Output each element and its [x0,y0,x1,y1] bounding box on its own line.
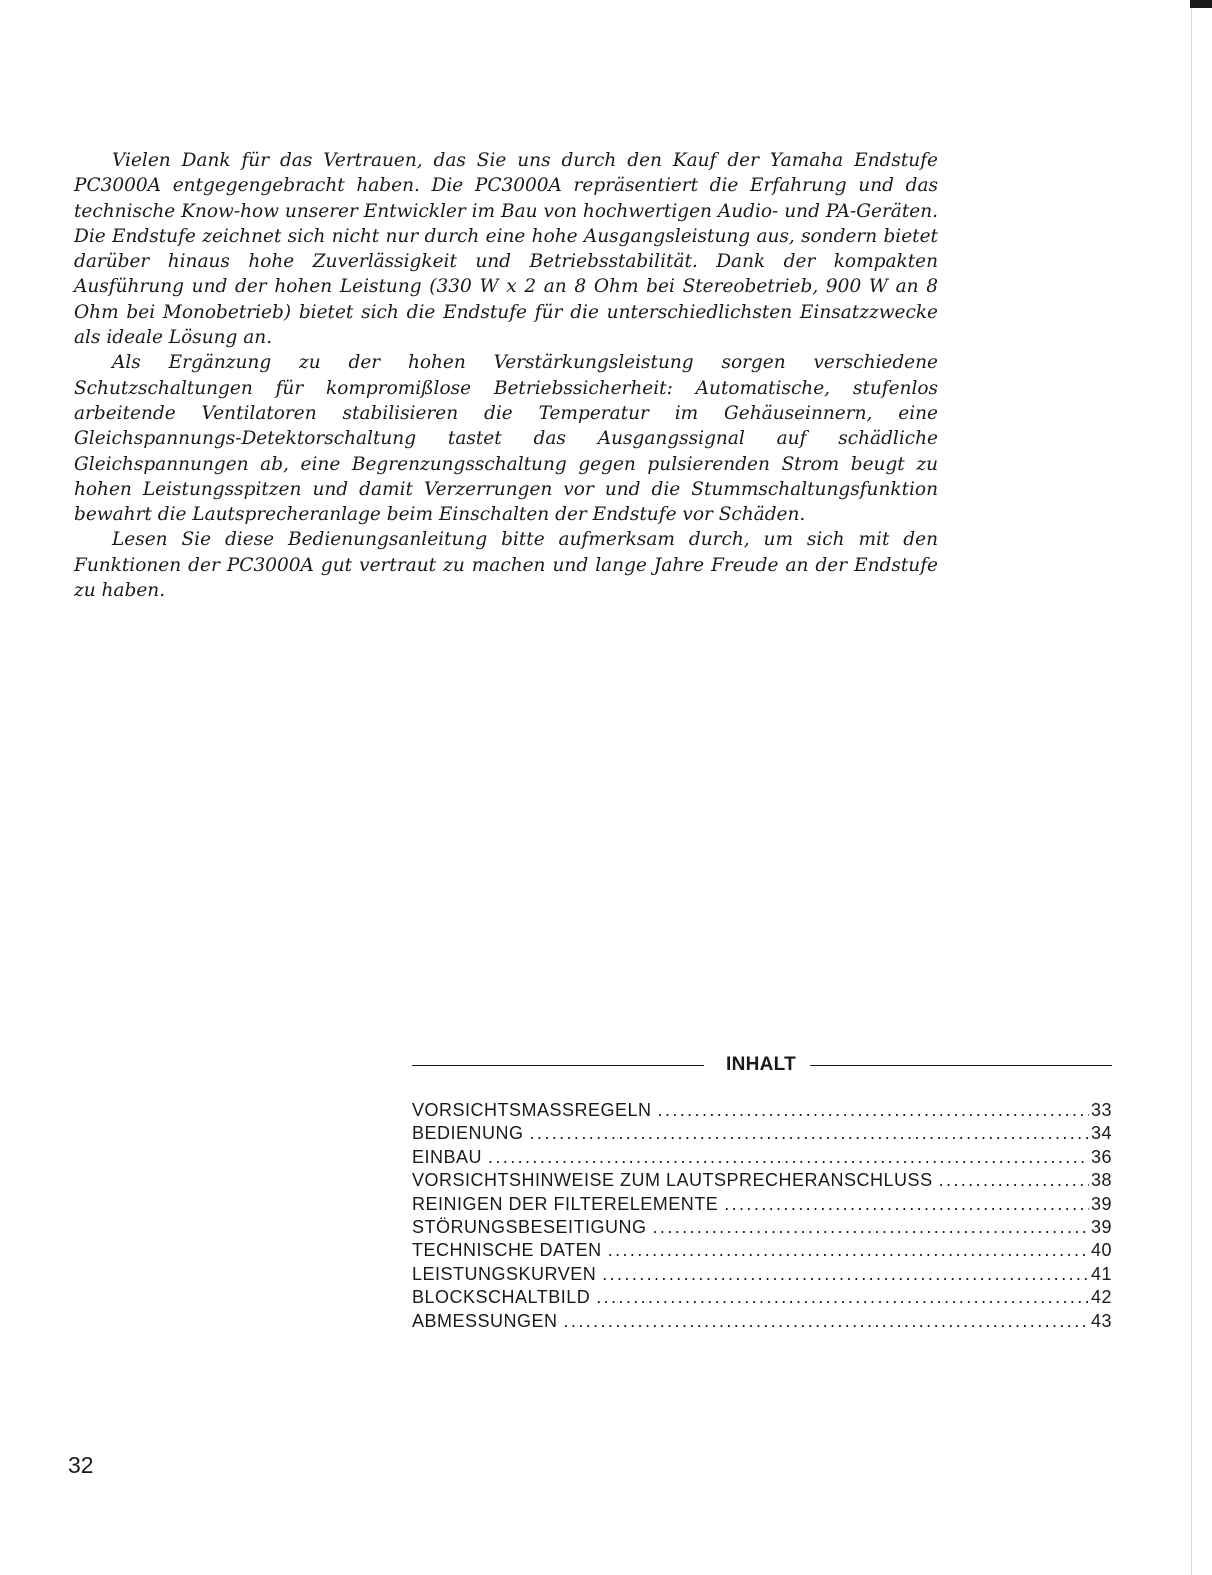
toc-entry-page: 40 [1090,1240,1112,1261]
toc-leader-dots [653,1217,1089,1238]
page-corner-mark [1190,0,1212,8]
toc-entry-label: VORSICHTSHINWEISE ZUM LAUTSPRECHERANSCHLUSS [412,1170,933,1191]
toc-entry-page: 43 [1090,1310,1112,1331]
toc-leader-dots [488,1147,1089,1168]
toc-entry-label: VORSICHTSMASSREGELN [412,1100,652,1120]
intro-paragraph: Lesen Sie diese Bedienungsanleitung bitte aufmerksam durch, um sich mit den Funktionen der PC3000A gut vertraut zu machen und lange Jahre Freude an der Endstufe zu haben. [74,529,938,602]
toc-entry-label: BLOCKSCHALTBILD [412,1287,591,1308]
toc-entry-label: REINIGEN DER FILTERELEMENTE [412,1193,719,1214]
toc-list [412,1100,1112,1334]
toc-entry [412,1311,1112,1334]
toc-title: INHALT [726,1054,797,1075]
toc-entry [412,1194,1112,1217]
toc-rule-right [810,1065,1112,1066]
toc-entry-label: LEISTUNGSKURVEN [412,1263,597,1284]
toc-leader-dots [939,1170,1089,1191]
toc-entry-label: BEDIENUNG [412,1123,524,1144]
page-number: 32 [68,1452,94,1478]
toc-entry-page: 41 [1090,1263,1112,1284]
intro-paragraph: Als Ergänzung zu der hohen Verstärkungsleistung sorgen verschiedene Schutzschaltungen für kompromißlose Betriebssicherheit: Automatische, stufenlos arbeitende Ventilatoren stabilisieren die Temperatur im Gehäuseinnern, eine Gleichspannungs-Detektorschaltung tastet das Ausgangssignal auf schädliche Gleichspannungen ab, eine Begrenzungsschaltung gegen pulsierenden Strom beugt zu hohen Leistungsspitzen und damit Verzerrungen vor und die Stummschaltungsfunktion bewahrt die Lautsprecheranlage beim Einschalten der Endstufe vor Schäden. [74,352,938,526]
toc-entry [412,1123,1112,1146]
table-of-contents [412,1050,1112,1334]
toc-entry [412,1170,1112,1193]
intro-text [74,148,938,603]
toc-entry-page: 42 [1090,1287,1112,1308]
toc-leader-dots [608,1240,1089,1261]
toc-entry-label: ABMESSUNGEN [412,1310,558,1331]
toc-leader-dots [658,1100,1089,1121]
toc-entry [412,1217,1112,1240]
toc-entry [412,1264,1112,1287]
intro-paragraph: Vielen Dank für das Vertrauen, das Sie uns durch den Kauf der Yamaha Endstufe PC3000A entgegengebracht haben. Die PC3000A repräsentiert die Erfahrung und das technische Know-how unserer Entwickler im Bau von hochwertigen Audio- und PA-Geräten. Die Endstufe zeichnet sich nicht nur durch eine hohe Ausgangsleistung aus, sondern bietet darüber hinaus hohe Zuverlässigkeit und Betriebsstabilität. Dank der kompakten Ausführung und der hohen Leistung (330 W x 2 an 8 Ohm bei Stereobetrieb, 900 W an 8 Ohm bei Monobetrieb) bietet sich die Endstufe für die unterschiedlichsten Einsatzzwecke als ideale Lösung an. [74,150,938,349]
toc-entry-page: 36 [1090,1146,1112,1167]
toc-leader-dots [602,1264,1089,1285]
toc-rule-left [412,1065,704,1066]
toc-leader-dots [530,1123,1089,1144]
toc-entry-page: 33 [1090,1100,1112,1120]
toc-entry-page: 34 [1090,1123,1112,1144]
toc-entry-label: TECHNISCHE DATEN [412,1240,602,1261]
page-edge-shadow [1191,0,1192,1575]
toc-leader-dots [564,1311,1089,1332]
toc-entry-label: EINBAU [412,1146,483,1167]
toc-header [412,1050,1112,1080]
toc-leader-dots [724,1194,1089,1215]
toc-entry-page: 39 [1090,1216,1112,1237]
toc-entry-page: 39 [1090,1193,1112,1214]
toc-entry-label: STÖRUNGSBESEITIGUNG [412,1216,647,1237]
toc-entry [412,1147,1112,1170]
toc-entry [412,1287,1112,1310]
toc-leader-dots [596,1287,1089,1308]
toc-entry-page: 38 [1090,1170,1112,1191]
toc-entry [412,1240,1112,1263]
toc-entry [412,1100,1112,1123]
